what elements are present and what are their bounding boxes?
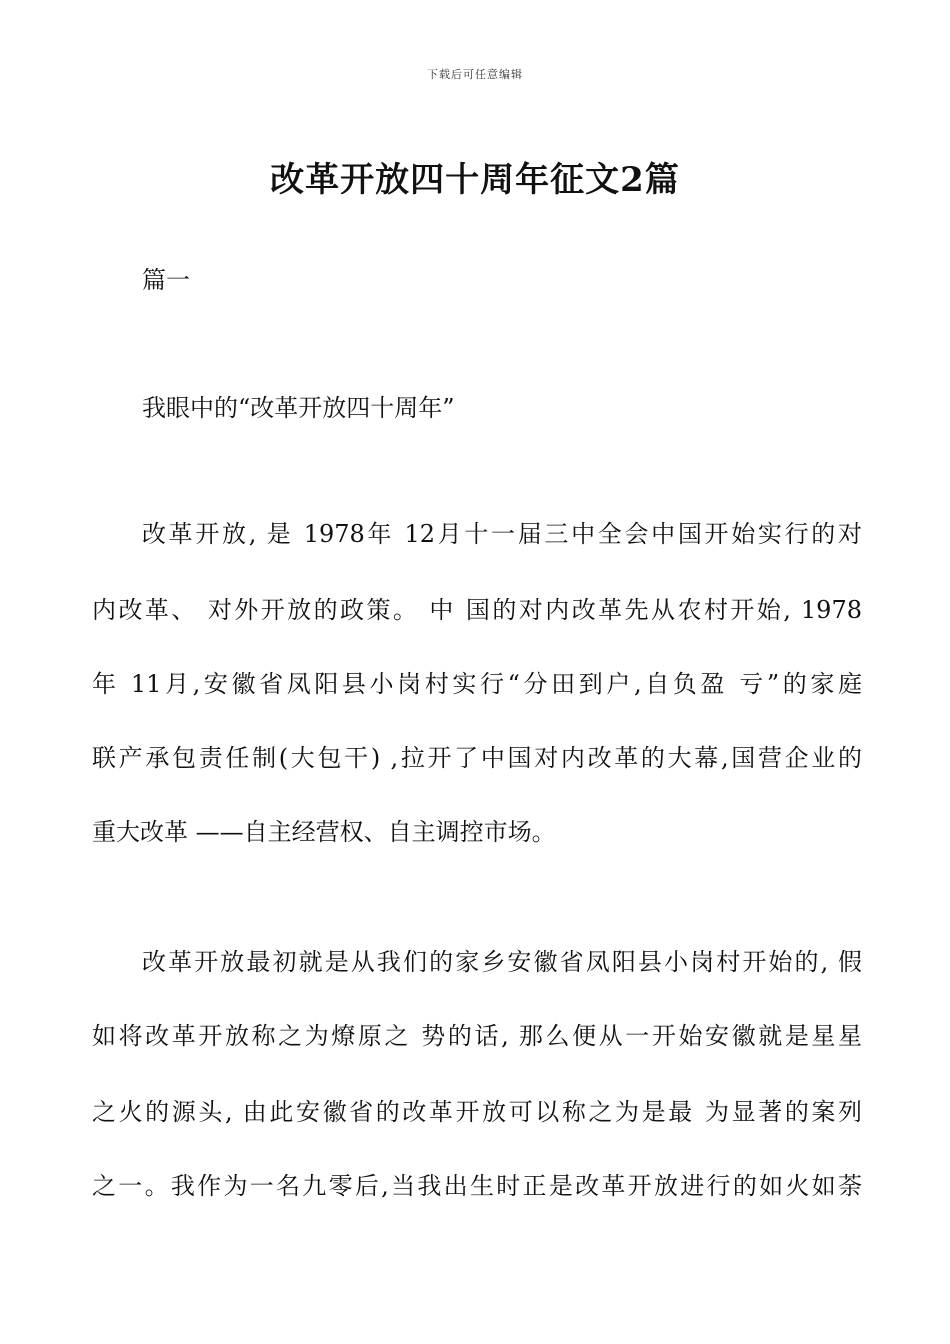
paragraph-line: 重大改革 ——自主经营权、自主调控市场。 (92, 818, 556, 846)
paragraph-line: 内改革、 对外开放的政策。 中 国的对内改革先从农村开始, 1978 (92, 596, 862, 624)
header-note: 下载后可任意编辑 (427, 68, 523, 81)
paragraph-line: 联产承包责任制(大包干) ,拉开了中国对内改革的大幕,国营企业的 (92, 744, 862, 772)
document-title: 改革开放四十周年征文2篇 (270, 160, 680, 200)
paragraph-line: 之一。我作为一名九零后,当我出生时正是改革开放进行的如火如荼 (92, 1172, 862, 1200)
section-label: 篇一 (142, 266, 190, 294)
article-subtitle: 我眼中的“改革开放四十周年” (142, 394, 455, 422)
paragraph-line: 之火的源头, 由此安徽省的改革开放可以称之为是最 为显著的案列 (92, 1098, 862, 1126)
paragraph-line: 改革开放最初就是从我们的家乡安徽省凤阳县小岗村开始的, 假 (142, 948, 862, 976)
paragraph-line: 改革开放, 是 1978年 12月十一届三中全会中国开始实行的对 (142, 520, 862, 548)
paragraph-line: 如将改革开放称之为燎原之 势的话, 那么便从一开始安徽就是星星 (92, 1022, 862, 1050)
paragraph-line: 年 11月,安徽省凤阳县小岗村实行“分田到户,自负盈 亏”的家庭 (92, 670, 862, 698)
